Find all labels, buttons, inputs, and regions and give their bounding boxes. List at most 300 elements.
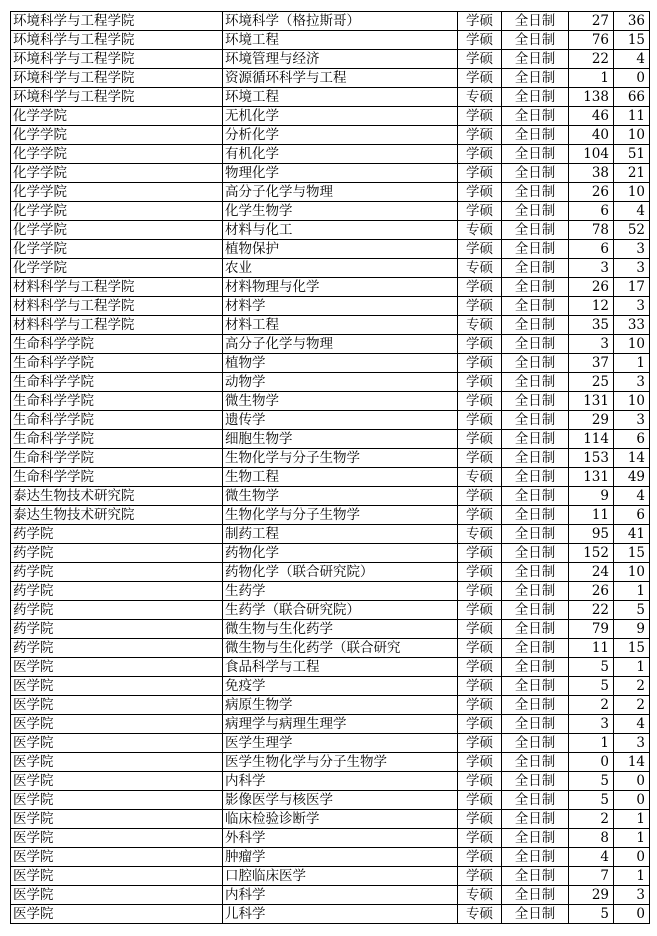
table-row <box>11 354 650 373</box>
table-row <box>11 392 650 411</box>
count-a-cell: 0 <box>569 753 614 772</box>
table-row <box>11 829 650 848</box>
college-cell: 药学院 <box>11 639 223 658</box>
study-mode-cell: 全日制 <box>502 411 569 430</box>
degree-type-cell: 学硕 <box>458 411 502 430</box>
college-cell: 生命科学学院 <box>11 373 223 392</box>
degree-type-cell: 学硕 <box>458 164 502 183</box>
degree-type-cell: 学硕 <box>458 658 502 677</box>
table-row <box>11 50 650 69</box>
degree-type-cell: 学硕 <box>458 544 502 563</box>
study-mode-cell: 全日制 <box>502 354 569 373</box>
degree-type-cell: 学硕 <box>458 506 502 525</box>
count-b-cell: 10 <box>614 335 650 354</box>
count-b-cell: 4 <box>614 50 650 69</box>
table-row <box>11 639 650 658</box>
table-row <box>11 107 650 126</box>
study-mode-cell: 全日制 <box>502 658 569 677</box>
count-b-cell: 10 <box>614 563 650 582</box>
count-b-cell: 0 <box>614 772 650 791</box>
count-b-cell: 0 <box>614 69 650 88</box>
college-cell: 化学学院 <box>11 221 223 240</box>
major-cell: 资源循环科学与工程 <box>223 69 458 88</box>
count-b-cell: 4 <box>614 202 650 221</box>
study-mode-cell: 全日制 <box>502 107 569 126</box>
college-cell: 化学学院 <box>11 183 223 202</box>
degree-type-cell: 学硕 <box>458 449 502 468</box>
table-row <box>11 848 650 867</box>
study-mode-cell: 全日制 <box>502 221 569 240</box>
degree-type-cell: 学硕 <box>458 373 502 392</box>
college-cell: 材料科学与工程学院 <box>11 316 223 335</box>
count-a-cell: 11 <box>569 639 614 658</box>
table-row <box>11 468 650 487</box>
study-mode-cell: 全日制 <box>502 183 569 202</box>
major-cell: 药物化学 <box>223 544 458 563</box>
major-cell: 生物化学与分子生物学 <box>223 506 458 525</box>
table-row <box>11 164 650 183</box>
count-a-cell: 7 <box>569 867 614 886</box>
study-mode-cell: 全日制 <box>502 753 569 772</box>
count-b-cell: 1 <box>614 582 650 601</box>
count-a-cell: 22 <box>569 601 614 620</box>
count-b-cell: 4 <box>614 715 650 734</box>
study-mode-cell: 全日制 <box>502 297 569 316</box>
count-a-cell: 3 <box>569 335 614 354</box>
table-row <box>11 867 650 886</box>
count-a-cell: 12 <box>569 297 614 316</box>
major-cell: 药物化学（联合研究院） <box>223 563 458 582</box>
college-cell: 医学院 <box>11 905 223 924</box>
count-a-cell: 4 <box>569 848 614 867</box>
count-b-cell: 4 <box>614 487 650 506</box>
college-cell: 医学院 <box>11 810 223 829</box>
count-a-cell: 138 <box>569 88 614 107</box>
count-a-cell: 1 <box>569 734 614 753</box>
major-cell: 口腔临床医学 <box>223 867 458 886</box>
major-cell: 动物学 <box>223 373 458 392</box>
count-a-cell: 104 <box>569 145 614 164</box>
count-a-cell: 5 <box>569 658 614 677</box>
college-cell: 医学院 <box>11 658 223 677</box>
major-cell: 病理学与病理生理学 <box>223 715 458 734</box>
count-b-cell: 2 <box>614 696 650 715</box>
table-row <box>11 886 650 905</box>
major-cell: 生物工程 <box>223 468 458 487</box>
degree-type-cell: 学硕 <box>458 278 502 297</box>
study-mode-cell: 全日制 <box>502 12 569 31</box>
study-mode-cell: 全日制 <box>502 126 569 145</box>
study-mode-cell: 全日制 <box>502 886 569 905</box>
count-b-cell: 21 <box>614 164 650 183</box>
table-row <box>11 525 650 544</box>
college-cell: 材料科学与工程学院 <box>11 278 223 297</box>
study-mode-cell: 全日制 <box>502 810 569 829</box>
count-b-cell: 0 <box>614 848 650 867</box>
count-a-cell: 40 <box>569 126 614 145</box>
table-row <box>11 563 650 582</box>
count-b-cell: 10 <box>614 183 650 202</box>
table-row <box>11 316 650 335</box>
major-cell: 分析化学 <box>223 126 458 145</box>
major-cell: 材料学 <box>223 297 458 316</box>
major-cell: 生药学 <box>223 582 458 601</box>
college-cell: 生命科学学院 <box>11 430 223 449</box>
major-cell: 农业 <box>223 259 458 278</box>
degree-type-cell: 学硕 <box>458 867 502 886</box>
study-mode-cell: 全日制 <box>502 430 569 449</box>
degree-type-cell: 学硕 <box>458 753 502 772</box>
count-a-cell: 5 <box>569 905 614 924</box>
degree-type-cell: 学硕 <box>458 297 502 316</box>
count-b-cell: 1 <box>614 829 650 848</box>
major-cell: 微生物与生化药学（联合研究 <box>223 639 458 658</box>
degree-type-cell: 学硕 <box>458 487 502 506</box>
count-a-cell: 76 <box>569 31 614 50</box>
table-row <box>11 620 650 639</box>
study-mode-cell: 全日制 <box>502 715 569 734</box>
major-cell: 内科学 <box>223 772 458 791</box>
count-a-cell: 3 <box>569 715 614 734</box>
study-mode-cell: 全日制 <box>502 544 569 563</box>
table-row <box>11 753 650 772</box>
table-row <box>11 658 650 677</box>
college-cell: 生命科学学院 <box>11 411 223 430</box>
study-mode-cell: 全日制 <box>502 677 569 696</box>
college-cell: 医学院 <box>11 772 223 791</box>
count-a-cell: 5 <box>569 677 614 696</box>
degree-type-cell: 学硕 <box>458 696 502 715</box>
degree-type-cell: 学硕 <box>458 12 502 31</box>
count-b-cell: 6 <box>614 430 650 449</box>
table-row <box>11 810 650 829</box>
count-b-cell: 17 <box>614 278 650 297</box>
college-cell: 化学学院 <box>11 164 223 183</box>
table-row <box>11 449 650 468</box>
degree-type-cell: 学硕 <box>458 69 502 88</box>
count-a-cell: 5 <box>569 791 614 810</box>
table-row <box>11 259 650 278</box>
count-a-cell: 26 <box>569 278 614 297</box>
college-cell: 医学院 <box>11 715 223 734</box>
college-cell: 生命科学学院 <box>11 449 223 468</box>
major-cell: 病原生物学 <box>223 696 458 715</box>
degree-type-cell: 学硕 <box>458 126 502 145</box>
table-row <box>11 544 650 563</box>
count-b-cell: 33 <box>614 316 650 335</box>
count-b-cell: 1 <box>614 658 650 677</box>
college-cell: 医学院 <box>11 886 223 905</box>
count-a-cell: 1 <box>569 69 614 88</box>
count-a-cell: 29 <box>569 411 614 430</box>
college-cell: 医学院 <box>11 753 223 772</box>
study-mode-cell: 全日制 <box>502 639 569 658</box>
degree-type-cell: 专硕 <box>458 221 502 240</box>
college-cell: 药学院 <box>11 582 223 601</box>
count-b-cell: 0 <box>614 905 650 924</box>
college-cell: 医学院 <box>11 829 223 848</box>
table-row <box>11 772 650 791</box>
college-cell: 泰达生物技术研究院 <box>11 506 223 525</box>
major-cell: 材料工程 <box>223 316 458 335</box>
degree-type-cell: 学硕 <box>458 677 502 696</box>
degree-type-cell: 学硕 <box>458 639 502 658</box>
table-row <box>11 297 650 316</box>
count-b-cell: 15 <box>614 31 650 50</box>
table-row <box>11 183 650 202</box>
college-cell: 生命科学学院 <box>11 392 223 411</box>
major-cell: 材料物理与化学 <box>223 278 458 297</box>
college-cell: 材料科学与工程学院 <box>11 297 223 316</box>
count-a-cell: 25 <box>569 373 614 392</box>
college-cell: 药学院 <box>11 601 223 620</box>
count-a-cell: 27 <box>569 12 614 31</box>
degree-type-cell: 学硕 <box>458 31 502 50</box>
study-mode-cell: 全日制 <box>502 848 569 867</box>
college-cell: 药学院 <box>11 620 223 639</box>
degree-type-cell: 学硕 <box>458 715 502 734</box>
table-row <box>11 12 650 31</box>
major-cell: 临床检验诊断学 <box>223 810 458 829</box>
major-cell: 有机化学 <box>223 145 458 164</box>
table-row <box>11 373 650 392</box>
college-cell: 化学学院 <box>11 145 223 164</box>
college-cell: 化学学院 <box>11 259 223 278</box>
count-b-cell: 0 <box>614 791 650 810</box>
study-mode-cell: 全日制 <box>502 696 569 715</box>
count-b-cell: 5 <box>614 601 650 620</box>
count-a-cell: 35 <box>569 316 614 335</box>
major-cell: 医学生理学 <box>223 734 458 753</box>
major-cell: 肿瘤学 <box>223 848 458 867</box>
major-cell: 微生物与生化药学 <box>223 620 458 639</box>
count-b-cell: 1 <box>614 810 650 829</box>
count-b-cell: 3 <box>614 886 650 905</box>
college-cell: 生命科学学院 <box>11 335 223 354</box>
major-cell: 植物学 <box>223 354 458 373</box>
study-mode-cell: 全日制 <box>502 31 569 50</box>
major-cell: 环境科学（格拉斯哥） <box>223 12 458 31</box>
table-row <box>11 696 650 715</box>
table-body <box>11 12 650 924</box>
major-cell: 环境工程 <box>223 88 458 107</box>
table-row <box>11 88 650 107</box>
count-a-cell: 24 <box>569 563 614 582</box>
degree-type-cell: 专硕 <box>458 886 502 905</box>
count-a-cell: 26 <box>569 183 614 202</box>
study-mode-cell: 全日制 <box>502 487 569 506</box>
college-cell: 药学院 <box>11 563 223 582</box>
count-a-cell: 114 <box>569 430 614 449</box>
enrollment-table <box>10 11 650 924</box>
major-cell: 细胞生物学 <box>223 430 458 449</box>
college-cell: 环境科学与工程学院 <box>11 88 223 107</box>
count-a-cell: 5 <box>569 772 614 791</box>
college-cell: 生命科学学院 <box>11 468 223 487</box>
count-a-cell: 153 <box>569 449 614 468</box>
degree-type-cell: 学硕 <box>458 791 502 810</box>
table-row <box>11 430 650 449</box>
major-cell: 微生物学 <box>223 392 458 411</box>
study-mode-cell: 全日制 <box>502 449 569 468</box>
count-b-cell: 10 <box>614 126 650 145</box>
count-a-cell: 46 <box>569 107 614 126</box>
count-a-cell: 9 <box>569 487 614 506</box>
major-cell: 物理化学 <box>223 164 458 183</box>
table-row <box>11 31 650 50</box>
degree-type-cell: 专硕 <box>458 468 502 487</box>
study-mode-cell: 全日制 <box>502 259 569 278</box>
college-cell: 环境科学与工程学院 <box>11 50 223 69</box>
major-cell: 制药工程 <box>223 525 458 544</box>
major-cell: 高分子化学与物理 <box>223 183 458 202</box>
degree-type-cell: 学硕 <box>458 582 502 601</box>
count-b-cell: 14 <box>614 449 650 468</box>
degree-type-cell: 专硕 <box>458 905 502 924</box>
table-row <box>11 202 650 221</box>
count-a-cell: 2 <box>569 810 614 829</box>
degree-type-cell: 学硕 <box>458 772 502 791</box>
degree-type-cell: 学硕 <box>458 145 502 164</box>
count-b-cell: 66 <box>614 88 650 107</box>
degree-type-cell: 学硕 <box>458 601 502 620</box>
study-mode-cell: 全日制 <box>502 620 569 639</box>
study-mode-cell: 全日制 <box>502 829 569 848</box>
college-cell: 医学院 <box>11 677 223 696</box>
count-a-cell: 11 <box>569 506 614 525</box>
college-cell: 化学学院 <box>11 240 223 259</box>
study-mode-cell: 全日制 <box>502 392 569 411</box>
count-b-cell: 3 <box>614 259 650 278</box>
degree-type-cell: 学硕 <box>458 829 502 848</box>
count-a-cell: 131 <box>569 392 614 411</box>
degree-type-cell: 学硕 <box>458 183 502 202</box>
table-row <box>11 69 650 88</box>
count-a-cell: 6 <box>569 202 614 221</box>
major-cell: 医学生物化学与分子生物学 <box>223 753 458 772</box>
degree-type-cell: 学硕 <box>458 563 502 582</box>
college-cell: 泰达生物技术研究院 <box>11 487 223 506</box>
study-mode-cell: 全日制 <box>502 905 569 924</box>
major-cell: 内科学 <box>223 886 458 905</box>
study-mode-cell: 全日制 <box>502 145 569 164</box>
count-b-cell: 10 <box>614 392 650 411</box>
count-b-cell: 1 <box>614 867 650 886</box>
college-cell: 药学院 <box>11 525 223 544</box>
college-cell: 环境科学与工程学院 <box>11 69 223 88</box>
study-mode-cell: 全日制 <box>502 563 569 582</box>
table-row <box>11 905 650 924</box>
college-cell: 化学学院 <box>11 202 223 221</box>
count-a-cell: 152 <box>569 544 614 563</box>
study-mode-cell: 全日制 <box>502 867 569 886</box>
study-mode-cell: 全日制 <box>502 164 569 183</box>
count-b-cell: 11 <box>614 107 650 126</box>
college-cell: 化学学院 <box>11 126 223 145</box>
degree-type-cell: 学硕 <box>458 202 502 221</box>
college-cell: 化学学院 <box>11 107 223 126</box>
study-mode-cell: 全日制 <box>502 525 569 544</box>
count-a-cell: 38 <box>569 164 614 183</box>
count-a-cell: 37 <box>569 354 614 373</box>
table-row <box>11 734 650 753</box>
degree-type-cell: 专硕 <box>458 525 502 544</box>
table-row <box>11 145 650 164</box>
major-cell: 遗传学 <box>223 411 458 430</box>
table-row <box>11 677 650 696</box>
count-a-cell: 78 <box>569 221 614 240</box>
count-b-cell: 41 <box>614 525 650 544</box>
count-a-cell: 22 <box>569 50 614 69</box>
study-mode-cell: 全日制 <box>502 88 569 107</box>
table-row <box>11 240 650 259</box>
count-b-cell: 3 <box>614 240 650 259</box>
degree-type-cell: 学硕 <box>458 430 502 449</box>
degree-type-cell: 学硕 <box>458 354 502 373</box>
major-cell: 无机化学 <box>223 107 458 126</box>
study-mode-cell: 全日制 <box>502 278 569 297</box>
count-a-cell: 29 <box>569 886 614 905</box>
count-a-cell: 95 <box>569 525 614 544</box>
major-cell: 材料与化工 <box>223 221 458 240</box>
study-mode-cell: 全日制 <box>502 506 569 525</box>
count-a-cell: 3 <box>569 259 614 278</box>
study-mode-cell: 全日制 <box>502 202 569 221</box>
study-mode-cell: 全日制 <box>502 335 569 354</box>
study-mode-cell: 全日制 <box>502 316 569 335</box>
college-cell: 医学院 <box>11 791 223 810</box>
count-b-cell: 15 <box>614 639 650 658</box>
count-a-cell: 79 <box>569 620 614 639</box>
college-cell: 环境科学与工程学院 <box>11 31 223 50</box>
count-b-cell: 51 <box>614 145 650 164</box>
count-a-cell: 8 <box>569 829 614 848</box>
count-b-cell: 1 <box>614 354 650 373</box>
count-b-cell: 2 <box>614 677 650 696</box>
major-cell: 高分子化学与物理 <box>223 335 458 354</box>
study-mode-cell: 全日制 <box>502 240 569 259</box>
count-b-cell: 36 <box>614 12 650 31</box>
study-mode-cell: 全日制 <box>502 582 569 601</box>
table-row <box>11 335 650 354</box>
degree-type-cell: 学硕 <box>458 107 502 126</box>
major-cell: 环境工程 <box>223 31 458 50</box>
count-b-cell: 9 <box>614 620 650 639</box>
table-row <box>11 791 650 810</box>
major-cell: 食品科学与工程 <box>223 658 458 677</box>
count-b-cell: 15 <box>614 544 650 563</box>
college-cell: 医学院 <box>11 848 223 867</box>
table-row <box>11 506 650 525</box>
degree-type-cell: 学硕 <box>458 620 502 639</box>
college-cell: 医学院 <box>11 867 223 886</box>
count-a-cell: 2 <box>569 696 614 715</box>
major-cell: 环境管理与经济 <box>223 50 458 69</box>
major-cell: 生物化学与分子生物学 <box>223 449 458 468</box>
count-b-cell: 52 <box>614 221 650 240</box>
count-a-cell: 26 <box>569 582 614 601</box>
major-cell: 生药学（联合研究院） <box>223 601 458 620</box>
count-b-cell: 3 <box>614 373 650 392</box>
count-b-cell: 3 <box>614 734 650 753</box>
table-row <box>11 715 650 734</box>
college-cell: 药学院 <box>11 544 223 563</box>
major-cell: 外科学 <box>223 829 458 848</box>
table-row <box>11 582 650 601</box>
major-cell: 影像医学与核医学 <box>223 791 458 810</box>
study-mode-cell: 全日制 <box>502 791 569 810</box>
count-b-cell: 49 <box>614 468 650 487</box>
